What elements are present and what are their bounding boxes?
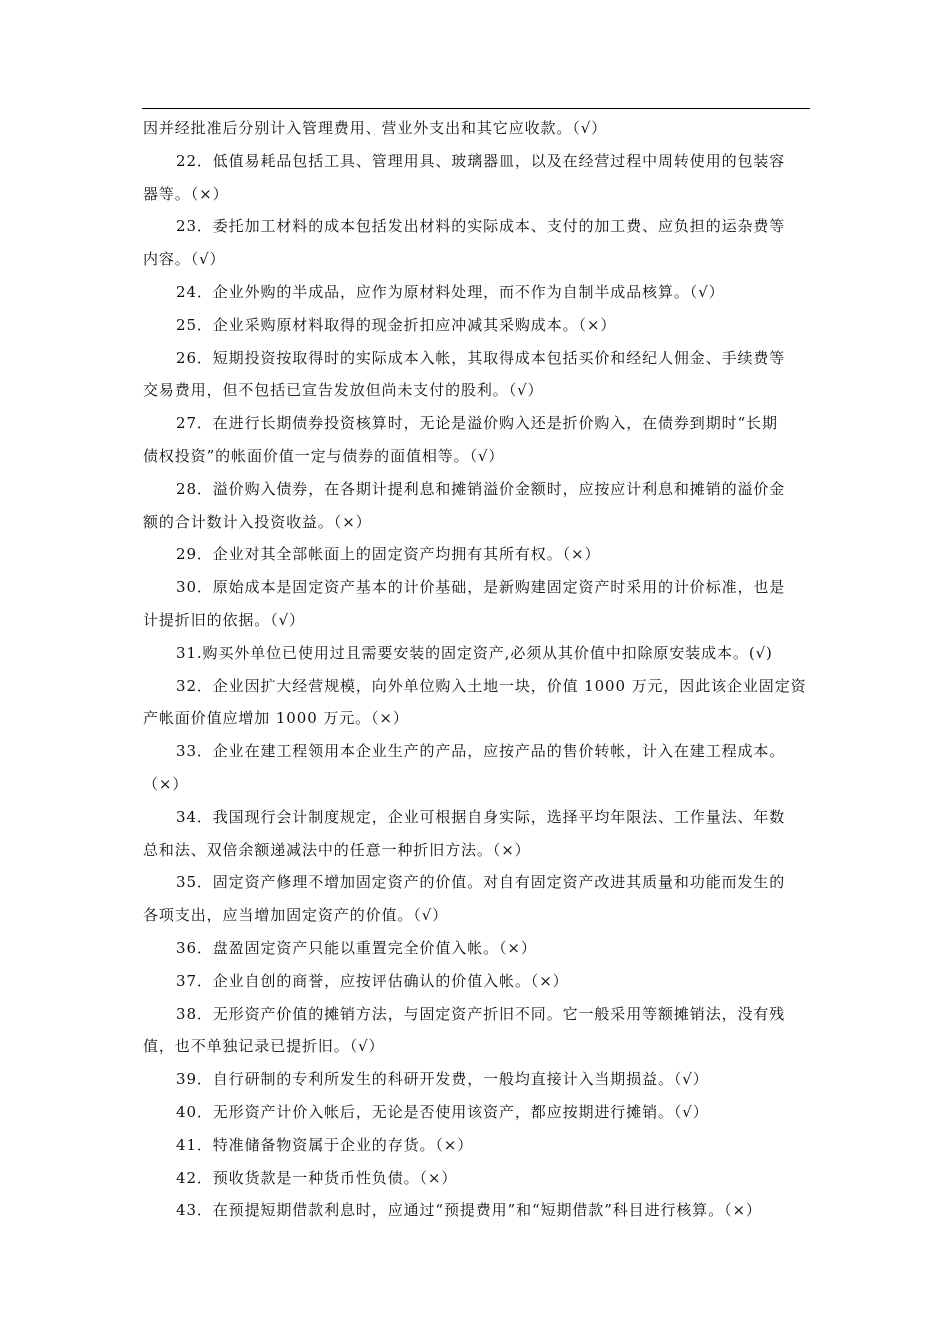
text-line: 28．溢价购入债券，在各期计提利息和摊销溢价金额时，应按应计利息和摊销的溢价金 (176, 479, 786, 498)
document-body (143, 112, 825, 1227)
text-line: 41．特准储备物资属于企业的存货。（×） (176, 1135, 474, 1154)
text-line: 额的合计数计入投资收益。（×） (143, 512, 372, 531)
text-line: 值，也不单独记录已提折旧。（√） (143, 1037, 385, 1056)
text-line: 总和法、双倍余额递减法中的任意一种折旧方法。（×） (143, 840, 531, 859)
text-line: 37．企业自创的商誉，应按评估确认的价值入帐。（×） (176, 971, 569, 990)
header-rule (142, 108, 810, 109)
text-line: 42．预收货款是一种货币性负债。（×） (176, 1168, 458, 1187)
text-line: 25．企业采购原材料取得的现金折扣应冲减其采购成本。（×） (176, 315, 617, 334)
text-line: 计提折旧的依据。（√） (143, 610, 305, 629)
text-line: 30．原始成本是固定资产基本的计价基础，是新购建固定资产时采用的计价标准，也是 (176, 578, 786, 597)
text-line: 产帐面价值应增加 1000 万元。（×） (143, 709, 409, 728)
text-line: 因并经批准后分别计入管理费用、营业外支出和其它应收款。（√） (143, 119, 608, 137)
text-line: 39．自行研制的专利所发生的科研开发费，一般均直接计入当期损益。（√） (176, 1070, 709, 1089)
text-line: 交易费用，但不包括已宣告发放但尚未支付的股利。（√） (143, 381, 544, 400)
text-line: 债权投资”的帐面价值一定与债券的面值相等。（√） (143, 446, 505, 465)
text-line: 22．低值易耗品包括工具、管理用具、玻璃器皿，以及在经营过程中周转使用的包装容 (176, 151, 786, 170)
text-line: 43．在预提短期借款利息时，应通过“预提费用”和“短期借款”科目进行核算。（×） (176, 1201, 762, 1220)
text-line: 23．委托加工材料的成本包括发出材料的实际成本、支付的加工费、应负担的运杂费等 (176, 217, 786, 236)
text-line: 29．企业对其全部帐面上的固定资产均拥有其所有权。（×） (176, 545, 601, 564)
text-line: 33．企业在建工程领用本企业生产的产品，应按产品的售价转帐，计入在建工程成本。 (176, 742, 786, 761)
text-line: 34．我国现行会计制度规定，企业可根据自身实际，选择平均年限法、工作量法、年数 (176, 807, 786, 826)
text-line: 40．无形资产计价入帐后，无论是否使用该资产，都应按期进行摊销。（√） (176, 1102, 709, 1121)
text-line: 35．固定资产修理不增加固定资产的价值。对自有固定资产改进其质量和功能而发生的 (176, 873, 786, 892)
text-line: 27．在进行长期债券投资核算时，无论是溢价购入还是折价购入，在债券到期时“长期 (176, 414, 778, 433)
text-line: 26．短期投资按取得时的实际成本入帐，其取得成本包括买价和经纪人佣金、手续费等 (176, 348, 786, 367)
text-line: 器等。（×） (143, 184, 229, 203)
text-line: 31.购买外单位已使用过且需要安装的固定资产,必须从其价值中扣除原安装成本。(√) (176, 643, 773, 662)
text-line: 24．企业外购的半成品，应作为原材料处理，而不作为自制半成品核算。（√） (176, 282, 725, 301)
text-line: 内容。（√） (143, 250, 226, 269)
text-line: （×） (143, 774, 189, 793)
text-line: 各项支出，应当增加固定资产的价值。（√） (143, 906, 449, 925)
text-line: 38．无形资产价值的摊销方法，与固定资产折旧不同。它一般采用等额摊销法，没有残 (176, 1004, 786, 1023)
text-line: 32．企业因扩大经营规模，向外单位购入土地一块，价值 1000 万元，因此该企业固定资 (176, 676, 807, 695)
text-line: 36．盘盈固定资产只能以重置完全价值入帐。（×） (176, 938, 537, 957)
